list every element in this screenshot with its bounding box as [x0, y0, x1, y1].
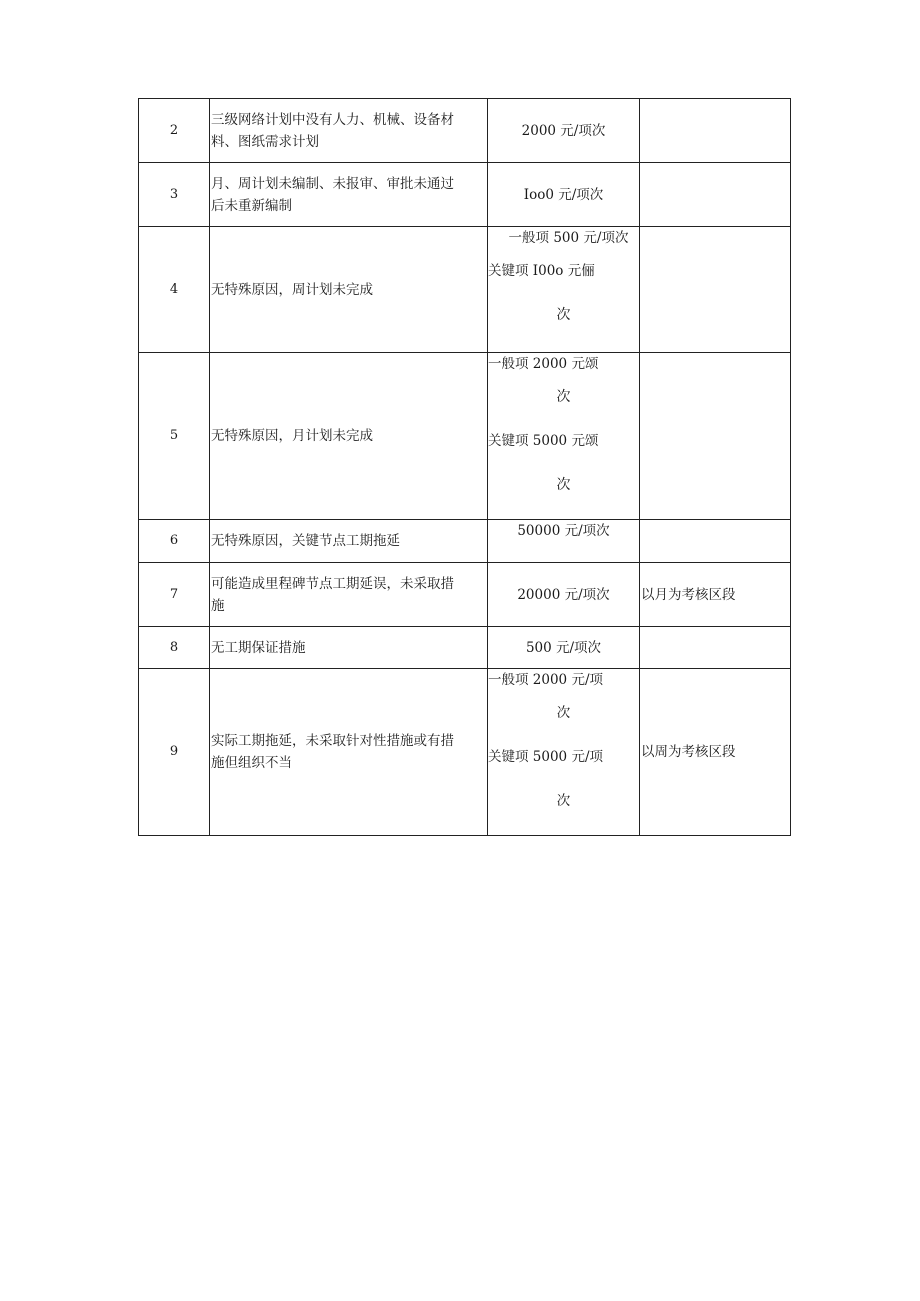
- description-line: 三级网络计划中没有人力、机械、设备材: [211, 111, 454, 128]
- description-line: 月、周计划未编制、未报审、审批未通过: [211, 175, 454, 192]
- row-note: 以周为考核区段: [640, 669, 791, 836]
- penalty-line: 关键项 I00o 元俪: [488, 263, 595, 279]
- row-description: [210, 227, 488, 353]
- row-penalty: [488, 99, 640, 163]
- row-description: [210, 520, 488, 563]
- row-number: 9: [139, 669, 210, 836]
- penalty-table: [138, 98, 791, 836]
- description-line: 无特殊原因，月计划未完成: [211, 428, 373, 444]
- penalty-line: 20000 元/项次: [517, 586, 610, 603]
- penalty-line: 一般项 2000 元颂: [488, 356, 599, 372]
- row-description: [210, 563, 488, 627]
- description-line: 实际工期拖延，未采取针对性措施或有措: [211, 733, 454, 749]
- row-description: [210, 353, 488, 520]
- description-line: 料、图纸需求计划: [211, 133, 319, 150]
- table-row: [139, 353, 791, 520]
- row-note: [640, 163, 791, 227]
- row-description: [210, 99, 488, 163]
- table-row: [139, 669, 791, 836]
- table-row: [139, 520, 791, 563]
- row-penalty: [488, 669, 640, 836]
- row-penalty: [488, 520, 640, 563]
- penalty-line: 关键项 5000 元颂: [488, 433, 599, 449]
- row-note: [640, 627, 791, 669]
- penalty-line: 一般项 2000 元/项: [488, 672, 603, 688]
- row-number: 7: [139, 563, 210, 627]
- row-description: [210, 627, 488, 669]
- description-line: 无特殊原因，周计划未完成: [211, 281, 373, 298]
- table-row: [139, 163, 791, 227]
- penalty-line: 500 元/项次: [525, 639, 602, 656]
- penalty-line: Ioo0 元/项次: [523, 186, 604, 203]
- row-number: 8: [139, 627, 210, 669]
- row-number: 5: [139, 353, 210, 520]
- row-penalty: [488, 627, 640, 669]
- penalty-line: 次: [556, 705, 571, 721]
- row-number: 6: [139, 520, 210, 563]
- row-penalty: [488, 563, 640, 627]
- description-line: 后未重新编制: [211, 197, 292, 214]
- penalty-line: 一般项 500 元/项次: [508, 230, 629, 246]
- penalty-line: 50000 元/项次: [517, 523, 610, 539]
- table-row: [139, 563, 791, 627]
- penalty-line: 2000 元/项次: [521, 122, 606, 139]
- row-description: [210, 163, 488, 227]
- row-note: [640, 99, 791, 163]
- row-penalty: [488, 227, 640, 353]
- row-number: 2: [139, 99, 210, 163]
- description-line: 施但组织不当: [211, 755, 292, 771]
- row-note: [640, 353, 791, 520]
- description-line: 可能造成里程碑节点工期延误，未采取措: [211, 575, 454, 592]
- row-penalty: [488, 353, 640, 520]
- penalty-line: 次: [556, 477, 571, 493]
- row-number: 4: [139, 227, 210, 353]
- row-penalty: [488, 163, 640, 227]
- row-number: 3: [139, 163, 210, 227]
- penalty-line: 次: [556, 793, 571, 809]
- description-line: 无特殊原因，关键节点工期拖延: [211, 533, 400, 549]
- penalty-line: 次: [556, 307, 571, 323]
- row-note: 以月为考核区段: [640, 563, 791, 627]
- table-row: [139, 627, 791, 669]
- table-row: [139, 99, 791, 163]
- row-description: [210, 669, 488, 836]
- row-note: [640, 520, 791, 563]
- description-line: 无工期保证措施: [211, 639, 306, 656]
- penalty-line: 次: [556, 389, 571, 405]
- row-note: [640, 227, 791, 353]
- description-line: 施: [211, 597, 225, 614]
- penalty-line: 关键项 5000 元/项: [488, 749, 603, 765]
- table-row: [139, 227, 791, 353]
